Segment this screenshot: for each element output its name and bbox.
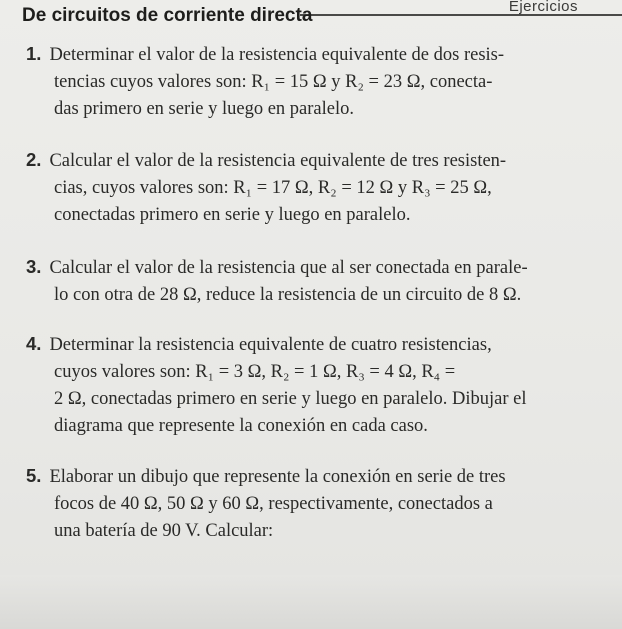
exercise-3 <box>26 253 604 309</box>
exercise-number: 4. <box>26 333 42 354</box>
exercise-line: Elaborar un dibujo que represente la conexión en serie de tres <box>49 467 506 487</box>
header-tag: Ejercicios <box>508 0 578 15</box>
exercise-line: 2 Ω, conectadas primero en serie y luego en paralelo. Dibujar el <box>54 389 527 409</box>
exercise-line: lo con otra de 28 Ω, reduce la resistencia de un circuito de 8 Ω. <box>54 285 522 305</box>
exercise-number: 3. <box>26 256 42 277</box>
exercise-line: diagrama que represente la conexión en cada caso. <box>54 416 428 436</box>
exercise-line: una batería de 90 V. Calcular: <box>54 521 274 541</box>
exercise-number: 2. <box>26 149 42 170</box>
exercise-line: Determinar la resistencia equivalente de cuatro resistencias, <box>49 335 492 355</box>
exercise-line: Calcular el valor de la resistencia que al ser conectada en parale- <box>49 258 528 278</box>
exercise-line: focos de 40 Ω, 50 Ω y 60 Ω, respectivamente, conectados a <box>54 494 493 514</box>
exercise-line: Determinar el valor de la resistencia equivalente de dos resis- <box>49 45 505 65</box>
exercise-line: cuyos valores son: R₁ = 3 Ω, R₂ = 1 Ω, R₃ = 4 Ω, R₄ = <box>54 362 456 382</box>
exercise-4 <box>26 330 604 440</box>
page-bottom-edge <box>0 575 622 629</box>
exercise-line: das primero en serie y luego en paralelo. <box>54 99 354 119</box>
exercise-line: Calcular el valor de la resistencia equivalente de tres resisten- <box>49 151 507 171</box>
exercise-number: 5. <box>26 465 42 486</box>
exercise-line: tencias cuyos valores son: R₁ = 15 Ω y R₂ = 23 Ω, conecta- <box>54 72 493 92</box>
exercise-line: conectadas primero en serie y luego en paralelo. <box>54 205 411 225</box>
exercise-5 <box>26 462 604 545</box>
exercise-1 <box>26 40 604 123</box>
exercise-number: 1. <box>26 43 42 64</box>
exercise-2 <box>26 146 604 229</box>
exercise-line: cias, cuyos valores son: R₁ = 17 Ω, R₂ = 12 Ω y R₃ = 25 Ω, <box>54 178 492 198</box>
section-title: De circuitos de corriente directa <box>22 5 313 26</box>
